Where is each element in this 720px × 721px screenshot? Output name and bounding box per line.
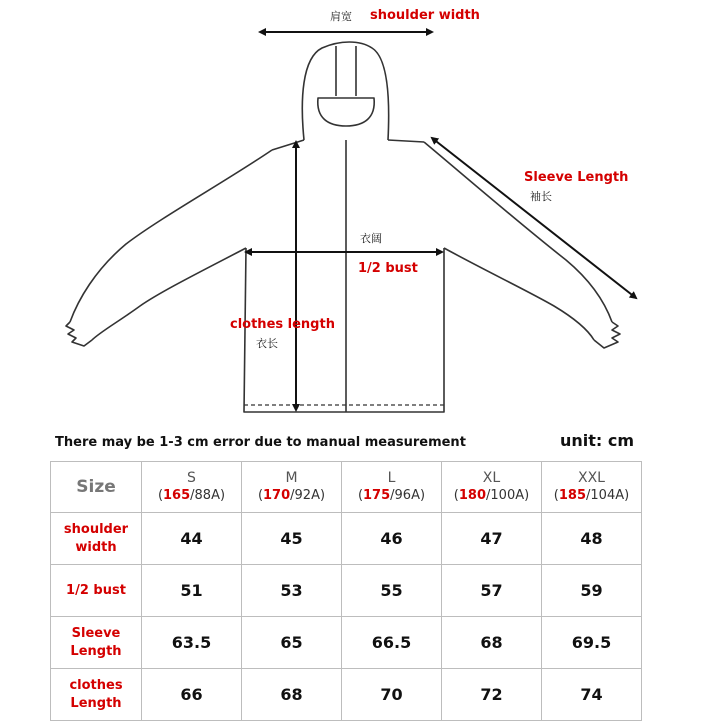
table-cell: 55: [342, 565, 442, 617]
table-header-row: [51, 462, 642, 513]
size-header-xxl: [542, 462, 642, 513]
table-row-bust: [51, 565, 642, 617]
size-height: 165: [163, 488, 191, 503]
length-label-en: clothes length: [230, 317, 335, 332]
size-spec: (170/92A): [257, 488, 326, 503]
size-spec: (165/88A): [157, 488, 226, 503]
right-cuff: [594, 322, 620, 348]
sleeve-arrow: [432, 138, 636, 298]
size-name: M: [285, 470, 298, 486]
table-cell: 68: [442, 617, 542, 669]
size-chest: /96A): [390, 488, 426, 503]
size-table: [50, 461, 642, 721]
size-spec: (185/104A): [553, 488, 630, 503]
size-spec: (175/96A): [357, 488, 426, 503]
sleeve-label-en: Sleeve Length: [524, 170, 629, 185]
table-cell: 70: [342, 669, 442, 721]
size-height: 180: [458, 488, 487, 503]
bust-label-cn: 衣阔: [360, 232, 382, 245]
table-row-sleeve: [51, 617, 642, 669]
row-label: Sleeve Length: [51, 617, 142, 669]
size-header-xl: [442, 462, 542, 513]
size-header-l: [342, 462, 442, 513]
face-opening: [318, 98, 374, 126]
bust-label-en: 1/2 bust: [358, 261, 418, 276]
size-name: L: [387, 470, 396, 486]
unit-label: unit: cm: [560, 431, 635, 450]
table-cell: 53: [242, 565, 342, 617]
table-cell: 45: [242, 513, 342, 565]
table-cell: 59: [542, 565, 642, 617]
table-cell: 47: [442, 513, 542, 565]
size-chest: /92A): [290, 488, 326, 503]
table-cell: 74: [542, 669, 642, 721]
length-label-cn: 衣长: [256, 337, 278, 350]
size-name: XXL: [578, 470, 605, 486]
table-row-length: [51, 669, 642, 721]
size-chest: /88A): [190, 488, 226, 503]
size-spec: (180/100A): [453, 488, 530, 503]
table-cell: 63.5: [142, 617, 242, 669]
shoulder-line: [272, 140, 424, 150]
table-cell: 66.5: [342, 617, 442, 669]
size-name: XL: [482, 470, 501, 486]
table-cell: 66: [142, 669, 242, 721]
hood-seam: [336, 46, 356, 96]
size-name: S: [187, 470, 196, 486]
size-height: 175: [363, 488, 391, 503]
table-cell: 46: [342, 513, 442, 565]
table-cell: 69.5: [542, 617, 642, 669]
table-cell: 72: [442, 669, 542, 721]
shoulder-label-en: shoulder width: [370, 8, 480, 23]
size-chest: /100A): [486, 488, 530, 503]
shoulder-label-cn: 肩宽: [330, 10, 352, 23]
table-cell: 68: [242, 669, 342, 721]
row-label: clothes Length: [51, 669, 142, 721]
row-label: 1/2 bust: [51, 565, 142, 617]
size-header-s: [142, 462, 242, 513]
table-cell: 48: [542, 513, 642, 565]
table-cell: 65: [242, 617, 342, 669]
measurement-note: There may be 1-3 cm error due to manual measurement: [55, 435, 466, 450]
size-height: 185: [558, 488, 587, 503]
table-cell: 51: [142, 565, 242, 617]
size-chest: /104A): [586, 488, 630, 503]
left-cuff: [66, 322, 92, 346]
left-sleeve: [70, 150, 272, 340]
row-label: shoulder width: [51, 513, 142, 565]
table-cell: 57: [442, 565, 542, 617]
size-height: 170: [263, 488, 291, 503]
table-row-shoulder: [51, 513, 642, 565]
sleeve-label-cn: 袖长: [530, 190, 552, 203]
size-corner-cell: Size: [51, 462, 142, 513]
table-cell: 44: [142, 513, 242, 565]
size-header-m: [242, 462, 342, 513]
